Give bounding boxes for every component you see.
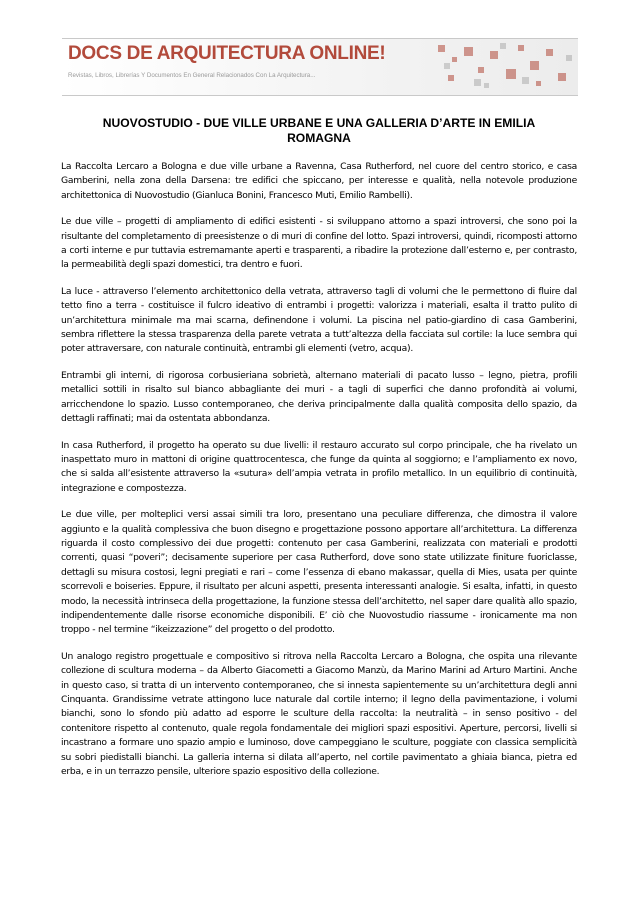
banner-decoration-graphic	[418, 39, 578, 95]
document-body	[61, 160, 577, 791]
paragraph: Le due ville, per molteplici versi assai simili tra loro, presentano una peculiare differenza, che dimostra il valore aggiunto e la qualità complessiva che buon disegno e progettazione possono apportare all’architettura. La differenza riguarda il costo complessivo dei due progetti: contenuto per casa Gamberini, realizzata con materiali e prodotti correnti, quasi “poveri”; decisamente superiore per casa Rutherford, dove sono state utilizzate finiture fuoriclasse, dettagli su misura costosi, legni pregiati e rari – come l’essenza di ebano makassar, quella di Mies, usata per quinte scorrevoli e boiseries. Eppure, il risultato per alcuni aspetti, presenta interessanti analogie. Si esalta, infatti, in questo modo, la necessità intrinseca della progettazione, la funzione stessa dell’architetto, nel saper dare qualità allo spazio, indipendentemente dalle risorse economiche disponibili. E’ ciò che Nuovostudio riassume - ironicamente ma non troppo - nel termine “ikeizzazione” del progetto o del prodotto.	[61, 509, 577, 636]
paragraph: Un analogo registro progettuale e compositivo si ritrova nella Raccolta Lercaro a Bologna, che ospita una rilevante collezione di scultura moderna – da Alberto Giacometti a Giacomo Manzù, da Marino Marini ad Arturo Martini. Anche in questo caso, si tratta di un intervento contemporaneo, che si innesta sapientemente su un’architettura degli anni Cinquanta. Grandissime vetrate attingono luce naturale dal cortile interno; il legno della pavimentazione, i volumi bianchi, sono lo sfondo più adatto ad esporre le sculture della raccolta: la neutralità – in senso positivo - del contenitore rispetto al contenuto, quale regola fondamentale dei migliori spazi espositivi. Aperture, percorsi, livelli si incastrano a formare uno spazio ampio e luminoso, dove campeggiano le sculture, poggiate con classica semplicità su sobri piedistalli bianchi. La galleria interna si dilata all’aperto, nel cortile pavimentato a ghiaia bianca, pietra ed erba, e in un terrazzo pensile, ulteriore spazio espositivo della collezione.	[61, 650, 577, 778]
banner-title: DOCS DE ARQUITECTURA ONLINE!	[68, 43, 386, 64]
paragraph: La luce - attraverso l’elemento architettonico della vetrata, attraverso tagli di volumi che le permettono di fluire dal tetto fino a terra - costituisce il fulcro ideativo di entrambi i progetti: valorizza i materiali, esalta il tratto pulito di un’architettura minimale ma mai scarna, definendone i volumi. La piscina nel patio-giardino di casa Gamberini, sembra riflettere la stessa trasparenza della parete vetrata a tutt’altezza della facciata sul cortile: la luce sembra qui poter attraversare, con naturale continuità, entrambi gli elementi (vetro, acqua).	[61, 285, 577, 355]
document-title: NUOVOSTUDIO - DUE VILLE URBANE E UNA GALLERIA D’ARTE IN EMILIA ROMAGNA	[102, 116, 536, 145]
site-banner	[62, 38, 578, 96]
banner-subtitle: Revistas, Libros, Librerías Y Documentos En General Relacionados Con La Arquitectura...	[68, 72, 316, 79]
paragraph: Le due ville – progetti di ampliamento di edifici esistenti - si sviluppano attorno a spazi introversi, che sono poi la risultante del completamento di preesistenze o di muri di confine del lotto. Spazi introversi, quindi, ricomposti attorno a corti interne e pur tuttavia estremamante aperti e trasparenti, a ribadire la protezione dall’esterno e, per contrasto, la permeabilità degli spazi domestici, tra dentro e fuori.	[61, 216, 577, 271]
paragraph: La Raccolta Lercaro a Bologna e due ville urbane a Ravenna, Casa Rutherford, nel cuore del centro storico, e casa Gamberini, nella zona della Darsena: tre edifici che spiccano, per interesse e qualità, nella notevole produzione architettonica di Nuovostudio (Gianluca Bonini, Francesco Muti, Emilio Rambelli).	[61, 161, 577, 201]
paragraph: In casa Rutherford, il progetto ha operato su due livelli: il restauro accurato sul corpo principale, che ha rivelato un inaspettato muro in mattoni di origine quattrocentesca, che funge da quinta al soggiorno; e l’ampliamento ex novo, che si salda all’esistente attraverso la «sutura» dell’ampia vetrata in profilo metallico. In un equilibrio di continuità, integrazione e compostezza.	[61, 439, 577, 494]
paragraph: Entrambi gli interni, di rigorosa corbusieriana sobrietà, alternano materiali di pacato lusso – legno, pietra, profili metallici sottili in risalto sul bianco abbagliante dei muri - a tagli di superfici che danno profondità ai volumi, arricchendone lo spazio. Lusso contemporaneo, che deriva principalmente dalla qualità composita dello spazio, da dettagli raffinati; mai da ostentata abbondanza.	[61, 369, 577, 425]
